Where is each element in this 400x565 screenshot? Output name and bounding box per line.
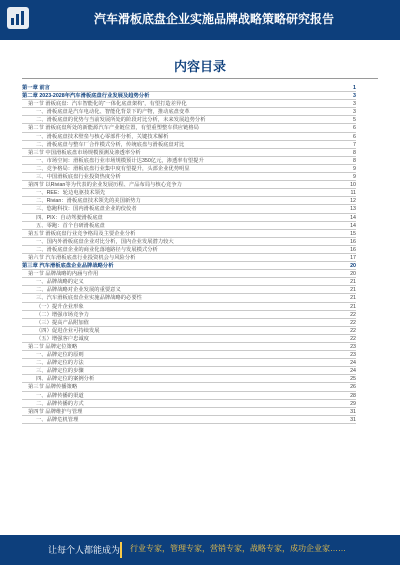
toc-entry[interactable]: [22, 173, 356, 181]
toc-entry-text: 第二章 2023-2028年汽车滑板底盘行业发展及趋势分析: [22, 93, 150, 100]
toc-entry-text: 一、品牌传播的渠道: [22, 392, 85, 400]
toc-entry[interactable]: [22, 319, 356, 327]
toc-entry-page: 3: [353, 109, 356, 116]
toc-entry-page: 13: [350, 206, 356, 213]
toc-entry-page: 22: [350, 335, 356, 342]
toc-entry[interactable]: [22, 262, 356, 270]
toc-entry-page: 28: [350, 392, 356, 399]
toc-entry[interactable]: [22, 343, 356, 351]
toc-entry-text: （二）增强市场竞争力: [22, 311, 90, 319]
toc-entry[interactable]: [22, 246, 356, 254]
toc-entry-page: 10: [350, 182, 356, 189]
toc-entry-page: 22: [350, 311, 356, 318]
toc-entry-text: 二、Rivian：滑板底盘技术领先的美国新势力: [22, 197, 142, 205]
toc-entry-text: 一、REE：轮边电驱技术领先: [22, 189, 106, 197]
toc-entry-text: 一、国内外滑板底盘企业对比分析，国内企业发展潜力较大: [22, 238, 175, 246]
footer-bar: [0, 535, 400, 565]
toc-title: 内容目录: [173, 59, 226, 74]
toc-entry-page: 14: [350, 214, 356, 221]
toc-entry[interactable]: [22, 230, 356, 238]
toc-entry[interactable]: [22, 400, 356, 408]
toc-entry-page: 7: [353, 141, 356, 148]
toc-entry-page: 16: [350, 246, 356, 253]
toc-entry-page: 3: [353, 101, 356, 108]
footer-separator: [120, 542, 122, 558]
toc-entry-text: 一、品牌战略的定义: [22, 278, 85, 286]
toc-entry[interactable]: [22, 165, 356, 173]
toc-entry-page: 8: [353, 157, 356, 164]
toc-entry-text: 二、滑板底盘企业的商业化落地路径与发展模式分析: [22, 246, 159, 254]
toc-entry-page: 20: [350, 263, 356, 270]
toc-entry-text: （三）提高产品附加值: [22, 319, 90, 327]
toc-entry-text: 四、PIX：自动驾驶滑板底盘: [22, 214, 104, 222]
table-of-contents: [22, 84, 356, 424]
toc-entry-text: 第一节 品牌战略的内涵与作用: [22, 270, 99, 278]
toc-entry-text: 一、滑板底盘是汽车电动化、智能化背景下的产物，推动底盘变革: [22, 108, 191, 116]
toc-entry[interactable]: [22, 351, 356, 359]
toc-entry[interactable]: [22, 84, 356, 92]
toc-entry[interactable]: [22, 278, 356, 286]
toc-entry[interactable]: [22, 375, 356, 383]
toc-entry-text: 五、零跑：首个自研滑板底盘: [22, 222, 106, 230]
toc-entry-page: 15: [350, 230, 356, 237]
toc-entry-text: 第二节 品牌定位策略: [22, 343, 78, 351]
toc-entry-page: 26: [350, 384, 356, 391]
toc-entry[interactable]: [22, 286, 356, 294]
toc-entry[interactable]: [22, 157, 356, 165]
toc-entry[interactable]: [22, 238, 356, 246]
toc-entry-page: 21: [350, 303, 356, 310]
toc-entry-text: 第三节 品牌传播策略: [22, 383, 78, 391]
toc-entry-text: 三、中国滑板底盘行业投资热度分析: [22, 173, 122, 181]
toc-entry-text: 二、竞争格局：滑板底盘行业集中度有望提升，头部企业优势明显: [22, 165, 191, 173]
toc-entry-page: 5: [353, 117, 356, 124]
toc-entry[interactable]: [22, 392, 356, 400]
toc-entry[interactable]: [22, 141, 356, 149]
toc-entry-page: 31: [350, 416, 356, 423]
toc-entry[interactable]: [22, 254, 356, 262]
toc-entry-page: 14: [350, 222, 356, 229]
header-bar: [0, 0, 400, 40]
divider: [22, 78, 378, 79]
toc-entry[interactable]: [22, 197, 356, 205]
toc-entry[interactable]: [22, 149, 356, 157]
toc-entry-text: 二、品牌定位的方法: [22, 359, 85, 367]
toc-entry-page: 21: [350, 287, 356, 294]
toc-entry[interactable]: [22, 311, 356, 319]
toc-entry-page: 8: [353, 149, 356, 156]
toc-entry-page: 24: [350, 368, 356, 375]
footer-slogan: 让每个人都能成为: [48, 545, 121, 555]
toc-entry-text: 一、市场空间：滑板底盘行业市场规模预计达350亿元，渗透率有望提升: [22, 157, 205, 165]
toc-entry-page: 25: [350, 376, 356, 383]
toc-entry-text: 第四节 品牌维护与管理: [22, 408, 83, 416]
toc-entry-text: （四）促进企业可持续发展: [22, 327, 101, 335]
toc-entry[interactable]: [22, 294, 356, 302]
toc-entry-page: 9: [353, 165, 356, 172]
toc-entry[interactable]: [22, 359, 356, 367]
toc-entry-page: 3: [353, 93, 356, 100]
toc-entry-page: 6: [353, 133, 356, 140]
toc-entry-text: 二、品牌传播的方式: [22, 400, 85, 408]
toc-entry[interactable]: [22, 383, 356, 391]
toc-entry[interactable]: [22, 108, 356, 116]
toc-entry[interactable]: [22, 133, 356, 141]
toc-entry-page: 1: [353, 85, 356, 91]
toc-entry-page: 12: [350, 198, 356, 205]
toc-entry-page: 22: [350, 327, 356, 334]
toc-entry-text: 第六节 汽车滑板底盘行业投资机会与风险分析: [22, 254, 136, 262]
toc-entry-text: 一、品牌危机管理: [22, 416, 79, 424]
toc-entry-text: 三、汽车滑板底盘企业实施品牌战略的必要性: [22, 294, 143, 302]
toc-entry[interactable]: [22, 416, 356, 424]
toc-entry-text: 四、品牌定位的案例分析: [22, 375, 95, 383]
toc-entry-page: 29: [350, 400, 356, 407]
toc-entry-page: 9: [353, 174, 356, 181]
toc-entry-page: 20: [350, 271, 356, 278]
toc-entry-text: 二、品牌战略对企业发展的重要意义: [22, 286, 122, 294]
toc-entry[interactable]: [22, 367, 356, 375]
toc-entry-text: 二、滑板底盘与整车厂合作模式分析，传统底盘与滑板底盘对比: [22, 141, 185, 149]
toc-entry-text: 第三章 汽车滑板底盘企业品牌战略分析: [22, 263, 114, 270]
toc-entry-text: 第四节 以Rivian等为代表的企业发展历程、产品布局与核心竞争力: [22, 181, 183, 189]
toc-entry[interactable]: [22, 335, 356, 343]
toc-entry-text: （五）增强客户忠诚度: [22, 335, 90, 343]
toc-entry-page: 31: [350, 408, 356, 415]
toc-entry[interactable]: [22, 222, 356, 230]
toc-entry[interactable]: [22, 214, 356, 222]
toc-entry-page: 21: [350, 295, 356, 302]
toc-entry[interactable]: [22, 408, 356, 416]
toc-entry-page: 16: [350, 238, 356, 245]
toc-entry-page: 21: [350, 279, 356, 286]
toc-entry-text: 第二节 滑板底盘所处的新能源汽车产业链位置，有望重塑整车供应链格局: [22, 124, 200, 132]
toc-entry-text: 三、品牌定位的步骤: [22, 367, 85, 375]
toc-entry-page: 22: [350, 319, 356, 326]
toc-entry-text: 第一章 前言: [22, 85, 50, 91]
logo-icon: [6, 6, 30, 30]
toc-entry[interactable]: [22, 100, 356, 108]
report-title: 汽车滑板底盘企业实施品牌战略策略研究报告: [94, 12, 335, 26]
toc-entry-page: 23: [350, 344, 356, 350]
toc-entry-page: 23: [350, 352, 356, 359]
toc-entry[interactable]: [22, 124, 356, 132]
toc-entry-text: （一）提升企业形象: [22, 303, 85, 311]
toc-entry-text: 一、滑板底盘技术壁垒与核心零部件分析，关键技术解析: [22, 133, 169, 141]
toc-entry[interactable]: [22, 181, 356, 189]
toc-entry-page: 24: [350, 360, 356, 367]
toc-entry[interactable]: [22, 116, 356, 124]
toc-entry[interactable]: [22, 270, 356, 278]
toc-entry[interactable]: [22, 303, 356, 311]
toc-entry-text: 第一节 滑板底盘：汽车智能化的“一体化底盘架构”，有望打造差异化: [22, 100, 188, 108]
toc-entry-page: 6: [353, 125, 356, 132]
toc-entry-page: 11: [350, 190, 356, 197]
toc-entry[interactable]: [22, 205, 356, 213]
toc-entry[interactable]: [22, 189, 356, 197]
toc-entry-text: 三、悠跑科技：国内滑板底盘企业的佼佼者: [22, 205, 138, 213]
toc-entry-text: 一、品牌定位的原则: [22, 351, 85, 359]
toc-entry[interactable]: [22, 327, 356, 335]
toc-entry[interactable]: [22, 92, 356, 100]
toc-entry-page: 17: [350, 254, 356, 261]
footer-tagline: 行业专家，管理专家，营销专家，战略专家，成功企业家……: [130, 544, 346, 553]
toc-entry-text: 第五节 滑板底盘行业竞争格局及主要企业分析: [22, 230, 136, 238]
toc-entry-text: 二、滑板底盘的优势与当前发展所处的阶段对比分析，未来发展趋势分析: [22, 116, 207, 124]
toc-entry-text: 第三节 中国滑板底盘市场规模预测及渗透率分析: [22, 149, 142, 157]
